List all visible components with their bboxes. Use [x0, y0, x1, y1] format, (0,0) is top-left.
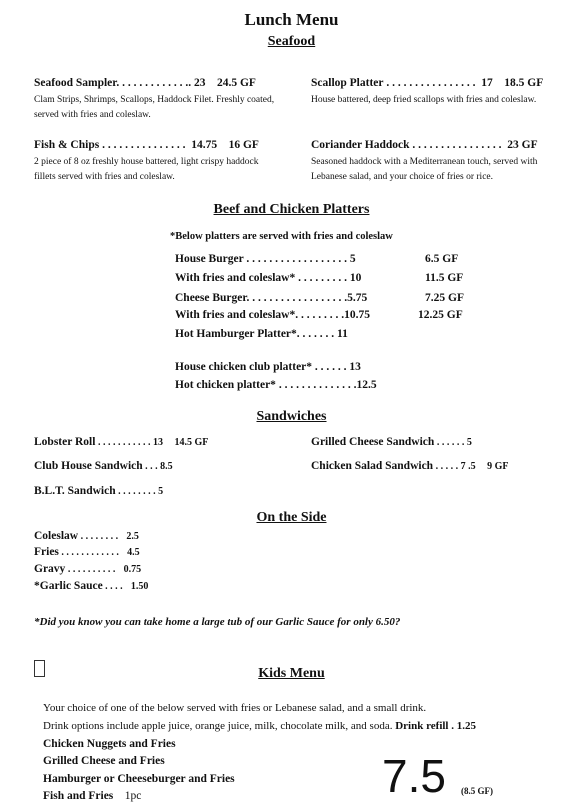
list-item: Gravy . . . . . . . . . . 0.75	[34, 563, 142, 575]
list-item: House chicken club platter* . . . . . . 13	[175, 361, 361, 373]
list-item: House Burger . . . . . . . . . . . . . . . . . . 5	[175, 253, 356, 265]
garlic-sauce-tip: *Did you know you can take home a large tub of our Garlic Sauce for only 6.50?	[34, 616, 401, 628]
list-item: Fish and Fries 1pc	[43, 790, 142, 802]
list-item: Grilled Cheese Sandwich . . . . . . 5	[311, 436, 472, 448]
list-item-gf: 11.5 GF	[425, 272, 464, 284]
list-item-gf: 6.5 GF	[425, 253, 459, 265]
list-item: Cheese Burger. . . . . . . . . . . . . . . . . .5.75	[175, 292, 368, 304]
list-item: With fries and coleslaw*. . . . . . . . .10.75	[175, 309, 370, 321]
list-item: Grilled Cheese and Fries	[43, 755, 165, 767]
list-item: *Garlic Sauce . . . . 1.50	[34, 580, 149, 592]
seafood-item-description: Clam Strips, Shrimps, Scallops, Haddock Filet. Freshly coated, served with fries and coleslaw.	[34, 95, 275, 120]
kids-price-gf: (8.5 GF)	[461, 786, 493, 796]
list-item: B.L.T. Sandwich . . . . . . . . 5	[34, 485, 164, 497]
list-item: Coleslaw . . . . . . . . 2.5	[34, 530, 139, 542]
section-heading-sandwiches: Sandwiches	[256, 409, 327, 424]
list-item: Hot Hamburger Platter*. . . . . . . 11	[175, 328, 348, 340]
menu-title: Lunch Menu	[244, 10, 339, 29]
section-heading-platters: Beef and Chicken Platters	[213, 202, 370, 217]
seafood-item-title: Fish & Chips . . . . . . . . . . . . . . . 14.75 16 GF	[34, 139, 259, 151]
kids-description-line: Your choice of one of the below served with fries or Lebanese salad, and a small drink.	[43, 702, 427, 714]
section-heading-seafood: Seafood	[267, 34, 316, 49]
kids-price: 7.5	[382, 750, 446, 802]
seafood-item-description: House battered, deep fried scallops with fries and coleslaw.	[311, 95, 537, 105]
seafood-item-description: 2 piece of 8 oz freshly house battered, light crispy haddock fillets served with fries and coleslaw.	[34, 157, 259, 182]
list-item: Fries . . . . . . . . . . . . 4.5	[34, 546, 140, 558]
platters-note: *Below platters are served with fries and coleslaw	[170, 231, 393, 242]
seafood-item-description: Seasoned haddock with a Mediterranean touch, served with Lebanese salad, and your choice of fries or rice.	[311, 157, 538, 182]
section-heading-kids: Kids Menu	[258, 666, 325, 681]
seafood-item-title: Coriander Haddock . . . . . . . . . . . . . . . . 23 GF	[311, 139, 538, 151]
seafood-item-title: Seafood Sampler. . . . . . . . . . . . .. 23 24.5 GF	[34, 77, 256, 89]
list-item: Hot chicken platter* . . . . . . . . . . . . . .12.5	[175, 379, 377, 391]
list-item: Hamburger or Cheeseburger and Fries	[43, 773, 235, 785]
list-item-gf: 12.25 GF	[418, 309, 463, 321]
list-item: Chicken Salad Sandwich . . . . . 7 .5 9 GF	[311, 460, 509, 472]
seafood-item-title: Scallop Platter . . . . . . . . . . . . . . . . 17 18.5 GF	[311, 77, 544, 89]
list-item: Chicken Nuggets and Fries	[43, 738, 176, 750]
section-heading-side: On the Side	[256, 510, 327, 525]
list-item: Lobster Roll . . . . . . . . . . . 13 14.5 GF	[34, 436, 209, 448]
kids-description-line: Drink options include apple juice, orange juice, milk, chocolate milk, and soda. Drink refill . 1.25	[43, 720, 476, 732]
list-item: With fries and coleslaw* . . . . . . . . . 10	[175, 272, 362, 284]
list-item-gf: 7.25 GF	[425, 292, 464, 304]
list-item: Club House Sandwich . . . 8.5	[34, 460, 173, 472]
